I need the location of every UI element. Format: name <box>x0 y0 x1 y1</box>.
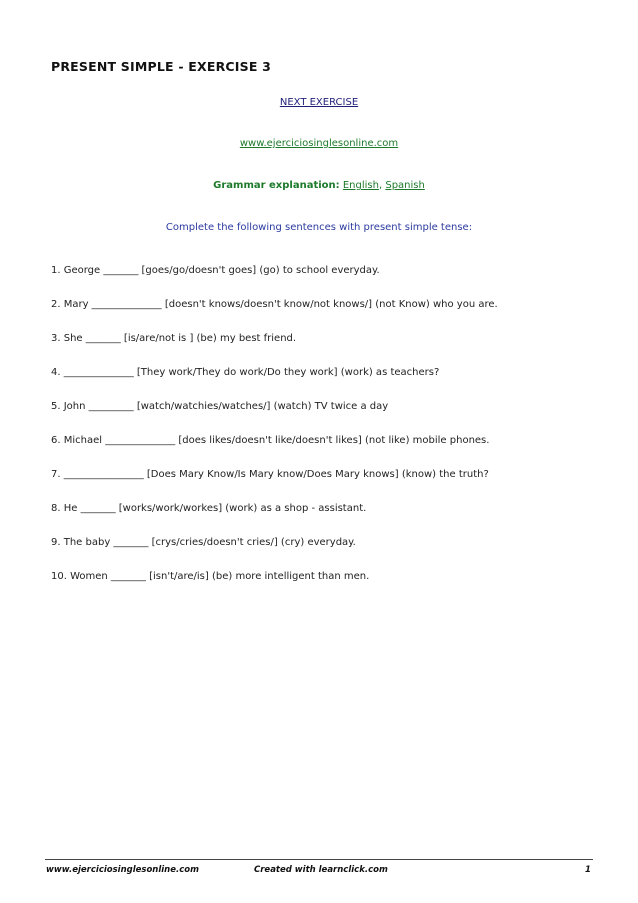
exercise-item: 6. Michael ______________ [does likes/doesn't like/doesn't likes] (not like) mobile phones. <box>51 435 490 446</box>
exercise-item: 2. Mary ______________ [doesn't knows/doesn't know/not knows/] (not Know) who you are. <box>51 299 498 310</box>
exercise-item: 3. She _______ [is/are/not is ] (be) my best friend. <box>51 333 297 344</box>
grammar-separator: , <box>378 180 383 191</box>
english-link[interactable]: English <box>342 180 379 191</box>
exercise-item: 7. ________________ [Does Mary Know/Is Mary know/Does Mary knows] (know) the truth? <box>51 469 489 480</box>
footer-divider <box>45 859 593 860</box>
exercise-item: 5. John _________ [watch/watchies/watches/] (watch) TV twice a day <box>51 401 389 412</box>
exercise-list <box>51 264 611 604</box>
exercise-item: 9. The baby _______ [crys/cries/doesn't cries/] (cry) everyday. <box>51 537 356 548</box>
spanish-link[interactable]: Spanish <box>385 180 425 191</box>
next-exercise-row <box>0 97 638 108</box>
website-row <box>0 138 638 149</box>
instructions: Complete the following sentences with present simple tense: <box>165 222 473 233</box>
website-link[interactable]: www.ejerciciosinglesonline.com <box>239 138 399 149</box>
next-exercise-link[interactable]: NEXT EXERCISE <box>279 97 359 108</box>
footer-website: www.ejerciciosinglesonline.com <box>46 865 199 875</box>
grammar-label: Grammar explanation: <box>213 180 340 191</box>
exercise-item: 1. George _______ [goes/go/doesn't goes] (go) to school everyday. <box>51 265 380 276</box>
page-number: 1 <box>585 865 591 875</box>
exercise-item: 10. Women _______ [isn't/are/is] (be) more intelligent than men. <box>51 571 370 582</box>
exercise-item: 4. ______________ [They work/They do work/Do they work] (work) as teachers? <box>51 367 440 378</box>
page-title: PRESENT SIMPLE - EXERCISE 3 <box>51 59 272 74</box>
exercise-item: 8. He _______ [works/work/workes] (work) as a shop - assistant. <box>51 503 367 514</box>
footer-credit: Created with learnclick.com <box>254 865 388 875</box>
grammar-explanation <box>0 180 638 191</box>
